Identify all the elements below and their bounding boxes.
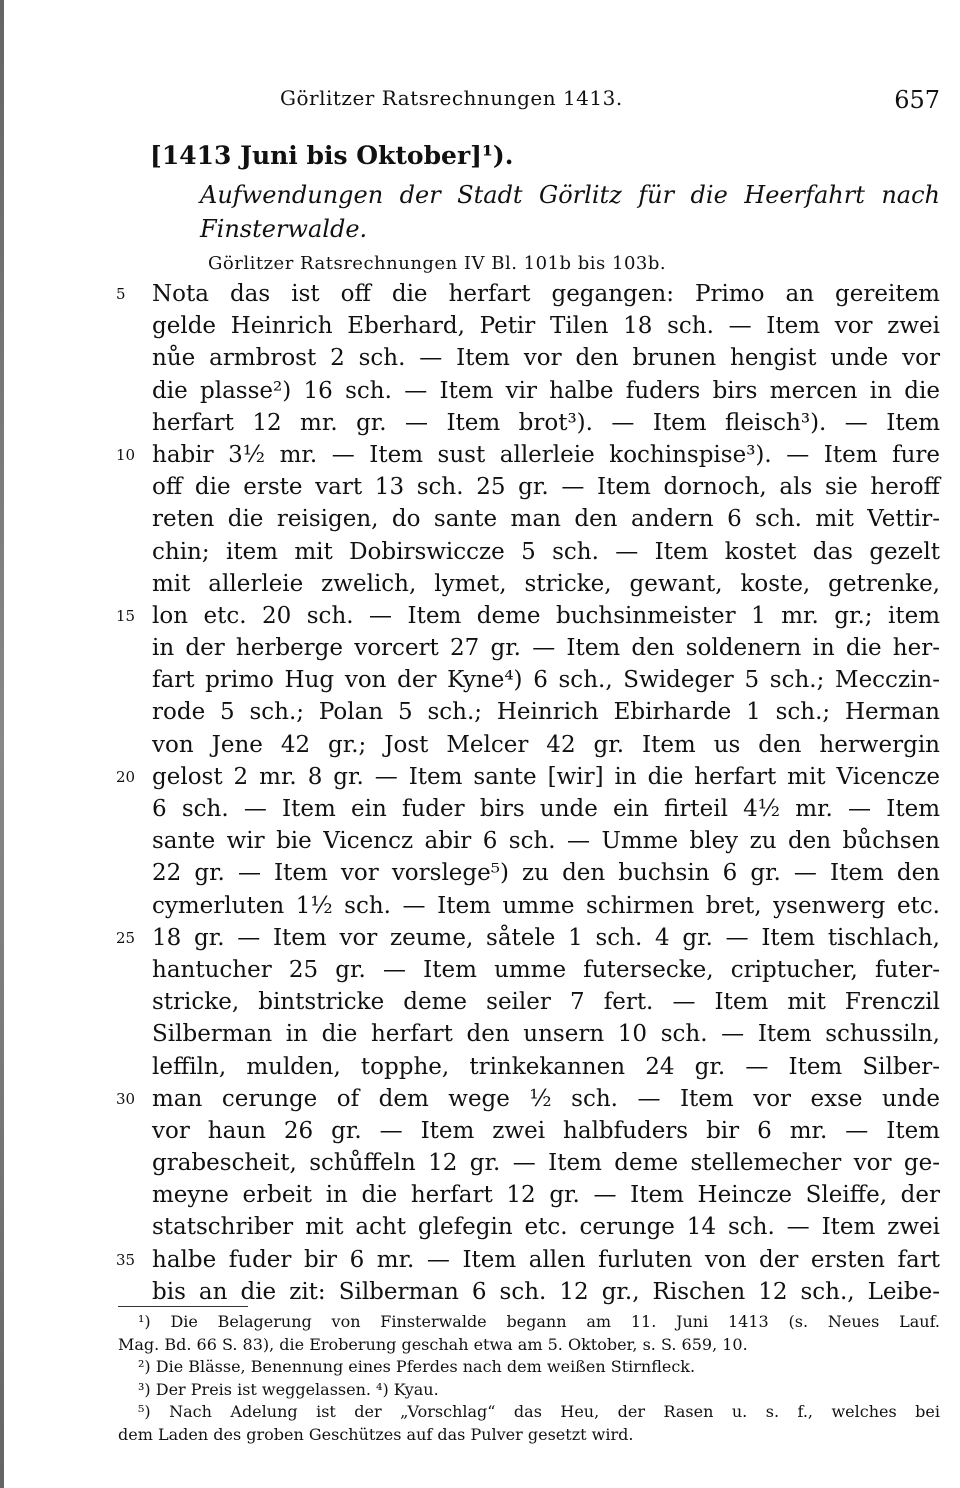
text-line — [152, 986, 940, 1018]
text-line — [152, 664, 940, 696]
footnote-rule — [118, 1306, 248, 1307]
line-number: 15 — [116, 606, 136, 625]
line-text: Silberman in die herfart den unsern 10 sch. — Item schussiln, — [152, 1021, 940, 1048]
text-line — [152, 825, 940, 857]
line-text: gelde Heinrich Eberhard, Petir Tilen 18 sch. — Item vor zwei — [152, 313, 940, 340]
line-text: chin; item mit Dobirswiccze 5 sch. — Item kostet das gezelt — [152, 538, 940, 565]
footnote-line: Mag. Bd. 66 S. 83), die Eroberung geschah etwa am 5. Oktober, s. S. 659, 10. — [118, 1334, 748, 1354]
text-line — [152, 568, 940, 600]
text-line — [116, 922, 940, 954]
text-line — [116, 278, 940, 310]
text-line — [116, 600, 940, 632]
text-line — [152, 342, 940, 374]
line-number: 10 — [116, 445, 136, 464]
text-line — [152, 1018, 940, 1050]
text-line — [152, 1115, 940, 1147]
text-line — [152, 793, 940, 825]
line-text: rode 5 sch.; Polan 5 sch.; Heinrich Ebirharde 1 sch.; Herman — [152, 699, 940, 726]
line-text: in der herberge vorcert 27 gr. — Item den soldenern in die her- — [152, 635, 940, 662]
subtitle-line: Aufwendungen der Stadt Görlitz für die Heerfahrt nach — [200, 181, 940, 209]
text-line — [152, 1179, 940, 1211]
text-line — [116, 1083, 940, 1115]
line-text: 18 gr. — Item vor zeume, såtele 1 sch. 4 gr. — Item tischlach, — [152, 924, 940, 951]
footnote-line: ³) Der Preis ist weggelassen. ⁴) Kyau. — [138, 1379, 439, 1399]
line-text: habir 3½ mr. — Item sust allerleie kochinspise³). — Item fure — [152, 441, 940, 468]
line-text: lon etc. 20 sch. — Item deme buchsinmeister 1 mr. gr.; item — [152, 602, 940, 629]
line-number: 30 — [116, 1089, 136, 1108]
text-line — [116, 439, 940, 471]
line-text: meyne erbeit in die herfart 12 gr. — Item Heincze Sleiffe, der — [152, 1182, 940, 1209]
text-line — [152, 632, 940, 664]
line-text: sante wir bie Vicencz abir 6 sch. — Umme bley zu den bůchsen — [152, 828, 940, 855]
scan-edge — [0, 0, 4, 1488]
line-text: mit allerleie zwelich, lymet, stricke, gewant, koste, getrenke, — [152, 570, 940, 597]
footnote-line: ⁵) Nach Adelung ist der „Vorschlag“ das Heu, der Rasen u. s. f., welches bei — [138, 1402, 940, 1421]
page-number: 657 — [894, 86, 940, 114]
body-text — [116, 278, 940, 1308]
line-text: vor haun 26 gr. — Item zwei halbfuders bir 6 mr. — Item — [152, 1117, 940, 1144]
running-head — [150, 86, 940, 122]
text-line — [152, 890, 940, 922]
line-number: 35 — [116, 1250, 136, 1269]
line-text: die plasse²) 16 sch. — Item vir halbe fuders birs mercen in die — [152, 377, 940, 404]
line-text: stricke, bintstricke deme seiler 7 fert. — Item mit Frenczil — [152, 989, 940, 1016]
text-line — [152, 471, 940, 503]
running-title: Görlitzer Ratsrechnungen 1413. — [280, 86, 623, 110]
line-text: 6 sch. — Item ein fuder birs unde ein firteil 4½ mr. — Item — [152, 796, 940, 822]
line-text: hantucher 25 gr. — Item umme futersecke, criptucher, futer- — [152, 956, 940, 983]
line-number: 20 — [116, 767, 136, 786]
text-line — [152, 1051, 940, 1083]
footnote-line: dem Laden des groben Geschützes auf das Pulver gesetzt wird. — [118, 1424, 634, 1444]
footnote-line: ²) Die Blässe, Benennung eines Pferdes nach dem weißen Stirnfleck. — [138, 1357, 696, 1376]
section-heading: [1413 Juni bis Oktober]¹). — [150, 141, 514, 170]
text-line — [152, 954, 940, 986]
text-line — [152, 857, 940, 889]
text-line — [152, 1147, 940, 1179]
source-reference: Görlitzer Ratsrechnungen IV Bl. 101b bis 103b. — [208, 253, 667, 274]
text-line — [152, 310, 940, 342]
line-text: gelost 2 mr. 8 gr. — Item sante [wir] in die herfart mit Vicencze — [152, 763, 940, 790]
subtitle-line: Finsterwalde. — [200, 215, 368, 243]
section-subtitle — [200, 178, 940, 246]
footnote-line: ¹) Die Belagerung von Finsterwalde begann am 11. Juni 1413 (s. Neues Lauf. — [138, 1312, 940, 1331]
text-line — [152, 1211, 940, 1243]
line-text: 22 gr. — Item vor vorslege⁵) zu den buchsin 6 gr. — Item den — [152, 860, 940, 887]
line-text: von Jene 42 gr.; Jost Melcer 42 gr. Item us den herwergin — [152, 731, 940, 758]
line-text: fart primo Hug von der Kyne⁴) 6 sch., Swideger 5 sch.; Mecczin- — [152, 667, 940, 694]
line-text: grabescheit, schůffeln 12 gr. — Item deme stellemecher vor ge- — [152, 1150, 940, 1177]
line-number: 5 — [116, 285, 126, 303]
line-text: Nota das ist off die herfart gegangen: Primo an gereitem — [152, 281, 940, 307]
text-line — [152, 1276, 940, 1308]
footnotes — [118, 1311, 940, 1446]
line-text: off die erste vart 13 sch. 25 gr. — Item dornoch, als sie heroff — [152, 474, 940, 501]
line-text: leffiln, mulden, topphe, trinkekannen 24 gr. — Item Silber- — [152, 1053, 940, 1080]
text-line — [152, 729, 940, 761]
line-text: bis an die zit: Silberman 6 sch. 12 gr., Rischen 12 sch., Leibe- — [152, 1278, 940, 1305]
text-line — [116, 1244, 940, 1276]
line-text: halbe fuder bir 6 mr. — Item allen furluten von der ersten fart — [152, 1246, 940, 1273]
text-line — [152, 536, 940, 568]
line-number: 25 — [116, 928, 136, 947]
line-text: reten die reisigen, do sante man den andern 6 sch. mit Vettir- — [152, 506, 940, 533]
line-text: man cerunge of dem wege ½ sch. — Item vor exse unde — [152, 1085, 940, 1112]
text-line — [152, 696, 940, 728]
line-text: statschriber mit acht glefegin etc. cerunge 14 sch. — Item zwei — [152, 1214, 940, 1241]
line-text: herfart 12 mr. gr. — Item brot³). — Item fleisch³). — Item — [152, 409, 940, 436]
line-text: cymerluten 1½ sch. — Item umme schirmen bret, ysenwerg etc. — [152, 892, 940, 919]
text-line — [152, 407, 940, 439]
text-line — [152, 503, 940, 535]
text-line — [116, 761, 940, 793]
text-line — [152, 375, 940, 407]
line-text: nůe armbrost 2 sch. — Item vor den brunen hengist unde vor — [152, 345, 940, 372]
